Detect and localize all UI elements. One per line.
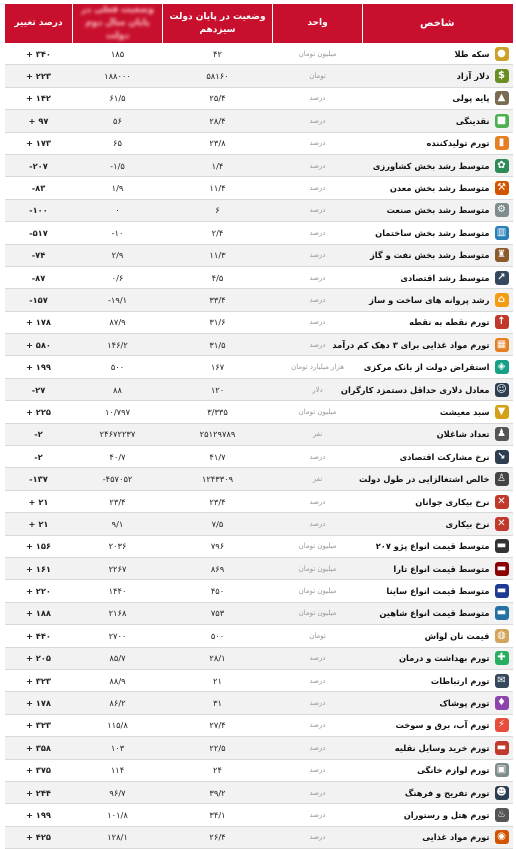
indicator-label: سبد معیشت [439,406,490,417]
cell-unit: درصد [273,647,363,669]
cell-change-percent: + ۲۰۵ [5,647,73,669]
cell-current-value: ۲۷۰۰ [73,625,163,647]
header-indicator: شاخص [363,4,513,43]
cell-indicator [363,446,513,468]
home-appliance-icon: ▣ [495,763,509,777]
indicator-label: متوسط قیمت انواع شاهین [379,608,490,619]
cell-prev-value: ۲۱ [163,669,273,691]
bread-icon: ◍ [495,629,509,643]
cell-indicator [363,781,513,803]
indicator-label: تورم نقطه به نقطه [409,317,490,328]
table-row [5,423,513,445]
indicator-label: معادل دلاری حداقل دستمزد کارگران [340,384,490,395]
restaurant-icon: ♨ [495,808,509,822]
table-row [5,132,513,154]
dollar-icon: $ [495,69,509,83]
cell-prev-value: ۳۱/۵ [163,334,273,356]
cell-prev-value: ۱۱/۳ [163,244,273,266]
cell-indicator [363,557,513,579]
cell-unit: درصد [273,289,363,311]
shopping-basket-icon: ▼ [495,405,509,419]
table-row [5,446,513,468]
health-icon: ✚ [495,651,509,665]
indicator-label: استقراض دولت از بانک مرکزی [363,362,490,373]
cell-change-percent: -۷۴ [5,244,73,266]
table-row [5,580,513,602]
indicator-label: پایه پولی [452,93,490,104]
table-row [5,311,513,333]
utilities-icon: ⚡ [495,718,509,732]
cell-current-value: ۸۸ [73,378,163,400]
cell-current-value: ۹۶/۷ [73,781,163,803]
cell-prev-value: ۲۲/۵ [163,737,273,759]
table-row [5,65,513,87]
cell-change-percent: + ۳۲۳ [5,669,73,691]
cell-indicator [363,289,513,311]
cell-current-value: ۲۰۳۶ [73,535,163,557]
cell-unit: هزار میلیارد تومان [273,356,363,378]
cell-current-value: ۲۴۶۷۲۲۳۷ [73,423,163,445]
employment-icon: ♙ [495,472,509,486]
cell-indicator [363,826,513,848]
header-prev-government: وضعیت در پایان دولت سیزدهم [163,4,273,43]
indicator-label: متوسط قیمت انواع تارا [393,563,490,574]
construction-icon: ⌂ [495,293,509,307]
cell-indicator [363,580,513,602]
indicator-label: تورم تفریح و فرهنگ [404,787,490,798]
cell-current-value: ۵۶ [73,110,163,132]
culture-icon: ☻ [496,786,507,798]
cell-indicator [363,43,513,65]
cell-unit: تومان [273,625,363,647]
cell-current-value: ۸۷/۹ [73,311,163,333]
indicator-label: سکه طلا [454,48,490,59]
cell-change-percent: -۲۰۷ [5,154,73,176]
table-row [5,87,513,109]
cell-current-value: ۱۸۵ [73,43,163,65]
cell-change-percent: + ۲۲۳ [5,65,73,87]
cell-prev-value: ۲۶/۴ [163,826,273,848]
indicator-label: نرخ مشارکت اقتصادی [399,451,490,462]
cell-prev-value: ۳۳/۴ [163,289,273,311]
cell-current-value: ۰ [73,199,163,221]
cell-current-value: ۲۲۶۷ [73,557,163,579]
cell-current-value: ۶۱/۵ [73,87,163,109]
cell-unit: درصد [273,154,363,176]
table-row [5,714,513,736]
header-change-percent: درصد تغییر [5,4,73,43]
cell-prev-value: ۳۱ [163,692,273,714]
table-body [5,43,513,849]
table-row [5,669,513,691]
cell-indicator [363,154,513,176]
indicator-label: تورم لوازم خانگی [417,765,490,776]
indicator-label: تورم مواد غذایی برای ۳ دهک کم درآمد [332,339,490,350]
cell-change-percent: + ۱۷۳ [5,132,73,154]
cell-prev-value: ۲۵/۴ [163,87,273,109]
cell-unit: میلیون تومان [273,580,363,602]
cell-indicator [363,244,513,266]
table-row [5,557,513,579]
cell-unit: درصد [273,490,363,512]
coin-icon: ● [495,47,509,61]
cell-unit: میلیون تومان [273,401,363,423]
cell-change-percent: + ۲۱ [5,490,73,512]
cell-current-value: -۴۵۷۰۵۲ [73,468,163,490]
cell-prev-value: ۴/۵ [163,266,273,288]
indicator-label: تورم خرید وسایل نقلیه [394,742,490,753]
indicator-label: نقدینگی [455,115,490,126]
indicator-label: دلار آزاد [456,71,490,82]
cell-change-percent: + ۳۴۰ [5,43,73,65]
table-row [5,759,513,781]
cell-unit: میلیون تومان [273,43,363,65]
cell-change-percent: + ۱۵۶ [5,535,73,557]
header-unit: واحد [273,4,363,43]
table-row [5,513,513,535]
header-current-government: وضعیت فعلی در پایان سال دوم دولت [73,4,163,43]
building-icon: ▥ [495,226,509,240]
cell-unit: نفر [273,468,363,490]
participation-icon: ↘ [495,450,509,464]
cell-current-value: ۱۱۴ [73,759,163,781]
car-tara-icon: ▬ [495,562,509,576]
cell-prev-value: ۲۳/۴ [163,490,273,512]
cell-prev-value: ۱۶۷ [163,356,273,378]
central-bank-icon: ◈ [495,360,509,374]
cell-current-value: -۱/۵ [73,154,163,176]
cell-current-value: ۲/۹ [73,244,163,266]
cell-unit: درصد [273,334,363,356]
cell-indicator [363,714,513,736]
cell-prev-value: ۳/۳۳۵ [163,401,273,423]
cell-change-percent: + ۹۷ [5,110,73,132]
cell-prev-value: ۲۸/۴ [163,110,273,132]
indicator-label: تورم بهداشت و درمان [398,653,490,664]
car-shahin-icon: ▬ [495,606,509,620]
cell-change-percent: + ۱۷۸ [5,311,73,333]
indicator-label: تورم پوشاک [439,698,490,709]
table-row [5,625,513,647]
food-icon: ◉ [495,830,509,844]
unemployment-icon: ✕ [495,517,509,531]
cell-indicator [332,334,513,356]
indicator-label: متوسط رشد بخش معدن [389,183,490,194]
cell-change-percent: -۲۷ [5,378,73,400]
table-row [5,266,513,288]
cell-change-percent: -۵۱۷ [5,222,73,244]
table-row [5,401,513,423]
cell-current-value: ۲۱۶۸ [73,602,163,624]
cell-unit: تومان [273,65,363,87]
indicator-label: تورم ارتباطات [430,675,490,686]
cell-indicator [363,535,513,557]
cell-change-percent: -۱۳۷ [5,468,73,490]
cell-prev-value: ۳۱/۶ [163,311,273,333]
cell-change-percent: -۱۰۰ [5,199,73,221]
table-row [5,737,513,759]
cell-unit: درصد [273,446,363,468]
indicator-label: متوسط رشد بخش صنعت [386,205,490,216]
cell-change-percent: -۸۳ [5,177,73,199]
cell-current-value: ۹/۱ [73,513,163,535]
cell-indicator [363,87,513,109]
cell-current-value: ۸۵/۷ [73,647,163,669]
cell-change-percent: -۲ [5,446,73,468]
cell-prev-value: ۲۵۱۲۹۷۸۹ [163,423,273,445]
cell-change-percent: + ۲۲۵ [5,401,73,423]
cell-unit: درصد [273,826,363,848]
cell-indicator [363,669,513,691]
cell-change-percent: + ۲۴۴ [5,781,73,803]
cell-change-percent: + ۱۹۹ [5,356,73,378]
vehicle-icon: ▬ [495,741,509,755]
table-row [5,378,513,400]
cell-change-percent: + ۵۸۰ [5,334,73,356]
mining-icon: ⚒ [495,181,509,195]
car-peugeot-icon: ▬ [495,539,509,553]
indicator-label: قیمت نان لواش [424,630,490,641]
cell-unit: دلار [273,378,363,400]
cell-unit: درصد [273,311,363,333]
clothing-icon: ♦ [495,696,509,710]
cell-indicator [363,625,513,647]
cell-unit: درصد [273,714,363,736]
cell-indicator [363,177,513,199]
cell-prev-value: ۳۴/۱ [163,804,273,826]
cell-current-value: ۵۰۰ [73,356,163,378]
food-basket-icon: ▦ [495,338,509,352]
gear-icon: ⚙ [495,203,509,217]
table-row [5,468,513,490]
indicator-label: تورم هتل و رستوران [403,809,490,820]
cell-current-value: ۱۰۳ [73,737,163,759]
cell-unit: درصد [273,132,363,154]
cell-indicator [363,132,513,154]
cell-unit: درصد [273,737,363,759]
cell-prev-value: ۵۰۰ [163,625,273,647]
table-header [5,4,513,43]
cell-prev-value: ۴۵۰ [163,580,273,602]
cell-unit: درصد [273,692,363,714]
cell-current-value: -۱۹/۱ [73,289,163,311]
cell-current-value: ۱۴۴۰ [73,580,163,602]
cell-change-percent: + ۲۲۰ [5,580,73,602]
indicator-label: متوسط رشد اقتصادی [400,272,490,283]
cell-change-percent: + ۲۱ [5,513,73,535]
cell-indicator [363,110,513,132]
cell-current-value: ۲۳/۴ [73,490,163,512]
table-row [5,490,513,512]
table-row [5,199,513,221]
cell-unit: درصد [273,199,363,221]
table-row [5,110,513,132]
cell-change-percent: + ۳۲۳ [5,714,73,736]
cell-prev-value: ۷/۵ [163,513,273,535]
table-row [5,154,513,176]
factory-icon: ▮ [495,136,509,150]
cell-unit: درصد [273,513,363,535]
economic-indicators-table [4,4,513,849]
cell-prev-value: ۱۲۰ [163,378,273,400]
cell-current-value: -۱۰ [73,222,163,244]
cell-change-percent: + ۱۸۸ [5,602,73,624]
cell-current-value: ۱۰/۷۹۷ [73,401,163,423]
cell-current-value: ۱۴۶/۲ [73,334,163,356]
table-row [5,356,513,378]
table-row [5,826,513,848]
cell-change-percent: -۲ [5,423,73,445]
cell-change-percent: -۸۷ [5,266,73,288]
cell-indicator [363,513,513,535]
cell-indicator [363,356,513,378]
cell-prev-value: ۲۸/۱ [163,647,273,669]
indicator-label: تورم تولیدکننده [426,138,490,149]
cell-prev-value: ۳۹/۲ [163,781,273,803]
cell-current-value: ۱۱۵/۸ [73,714,163,736]
table-row [5,602,513,624]
cell-unit: میلیون تومان [273,602,363,624]
indicator-label: رشد پروانه های ساخت و ساز [369,294,490,305]
cell-indicator [363,647,513,669]
cell-current-value: ۱۰۱/۸ [73,804,163,826]
cell-prev-value: ۵۸۱۶۰ [163,65,273,87]
table-row [5,535,513,557]
cell-indicator [340,378,513,400]
table-row [5,334,513,356]
cell-prev-value: ۶ [163,199,273,221]
cell-unit: درصد [273,804,363,826]
cell-current-value: ۱۲۸/۱ [73,826,163,848]
cell-change-percent: + ۴۲۵ [5,826,73,848]
table-row [5,43,513,65]
cell-current-value: ۸۶/۲ [73,692,163,714]
cell-indicator [363,692,513,714]
cell-change-percent: + ۳۵۸ [5,737,73,759]
cell-unit: میلیون تومان [273,557,363,579]
cash-icon: ■ [495,114,509,128]
cell-current-value: ۱۸۸۰۰۰ [73,65,163,87]
cell-change-percent: + ۱۴۲ [5,87,73,109]
cell-change-percent: + ۳۷۵ [5,759,73,781]
table-row [5,692,513,714]
inflation-icon: ↑ [495,315,509,329]
table-row [5,177,513,199]
cell-indicator [363,602,513,624]
cell-current-value: ۶۵ [73,132,163,154]
oil-rig-icon: ♜ [495,248,509,262]
cell-change-percent: + ۴۴۰ [5,625,73,647]
cell-current-value: ۱/۹ [73,177,163,199]
cell-current-value: ۴۰/۷ [73,446,163,468]
cell-indicator [363,222,513,244]
cell-unit: نفر [273,423,363,445]
cell-indicator [363,490,513,512]
cell-prev-value: ۲۴ [163,759,273,781]
indicator-label: تورم مواد غذایی [422,832,490,843]
cell-change-percent: + ۱۹۹ [5,804,73,826]
youth-unemployment-icon: ✕ [495,495,509,509]
indicator-label: تعداد شاغلان [436,429,490,440]
cell-change-percent: + ۱۶۱ [5,557,73,579]
cell-change-percent: -۱۵۷ [5,289,73,311]
cell-indicator [363,759,513,781]
indicator-label: متوسط قیمت انواع ساینا [386,586,490,597]
cell-indicator [363,423,513,445]
cell-current-value: ۰/۶ [73,266,163,288]
indicator-label: متوسط رشد بخش ساختمان [375,227,490,238]
cell-unit: درصد [273,244,363,266]
cell-indicator [363,804,513,826]
cell-indicator [363,65,513,87]
indicator-label: متوسط قیمت انواع پژو ۲۰۷ [375,541,490,552]
indicator-label: متوسط رشد بخش نفت و گاز [369,250,490,261]
car-saina-icon: ▬ [495,584,509,598]
cell-unit: درصد [273,177,363,199]
workers-icon: ♟ [495,427,509,441]
indicator-label: نرخ بیکاری جوانان [415,496,490,507]
growth-chart-icon: ↗ [495,271,509,285]
table-row [5,804,513,826]
cell-prev-value: ۲۷/۴ [163,714,273,736]
table-row [5,647,513,669]
cell-unit: درصد [273,266,363,288]
cell-unit: میلیون تومان [273,535,363,557]
cell-change-percent: + ۱۷۸ [5,692,73,714]
cell-indicator [363,311,513,333]
cell-indicator [363,737,513,759]
cell-unit: درصد [273,222,363,244]
cell-prev-value: ۱/۴ [163,154,273,176]
farm-icon: ✿ [495,159,509,173]
cell-unit: درصد [273,759,363,781]
table-row [5,222,513,244]
cell-prev-value: ۴۲ [163,43,273,65]
bank-icon: ▲ [495,91,509,105]
cell-prev-value: ۲/۴ [163,222,273,244]
cell-prev-value: ۱۱/۴ [163,177,273,199]
cell-prev-value: ۲۳/۸ [163,132,273,154]
cell-prev-value: ۷۵۳ [163,602,273,624]
cell-unit: درصد [273,781,363,803]
communication-icon: ✉ [495,674,509,688]
cell-indicator [363,199,513,221]
cell-prev-value: ۱۲۴۳۳۰۹ [163,468,273,490]
indicator-label: نرخ بیکاری [445,518,490,529]
table-row [5,781,513,803]
cell-prev-value: ۴۱/۷ [163,446,273,468]
cell-unit: درصد [273,669,363,691]
indicator-label: خالص اشتغالزایی در طول دولت [359,474,490,485]
cell-prev-value: ۸۶۹ [163,557,273,579]
cell-prev-value: ۷۹۶ [163,535,273,557]
cell-indicator [359,468,513,490]
cell-indicator [363,266,513,288]
cell-indicator [363,401,513,423]
table-row [5,289,513,311]
indicator-label: تورم آب، برق و سوخت [395,720,490,731]
cell-unit: درصد [273,110,363,132]
worker-icon: ☺ [496,383,507,395]
cell-unit: درصد [273,87,363,109]
indicator-label: متوسط رشد بخش کشاورزی [372,160,490,171]
table-row [5,244,513,266]
cell-current-value: ۸۸/۹ [73,669,163,691]
